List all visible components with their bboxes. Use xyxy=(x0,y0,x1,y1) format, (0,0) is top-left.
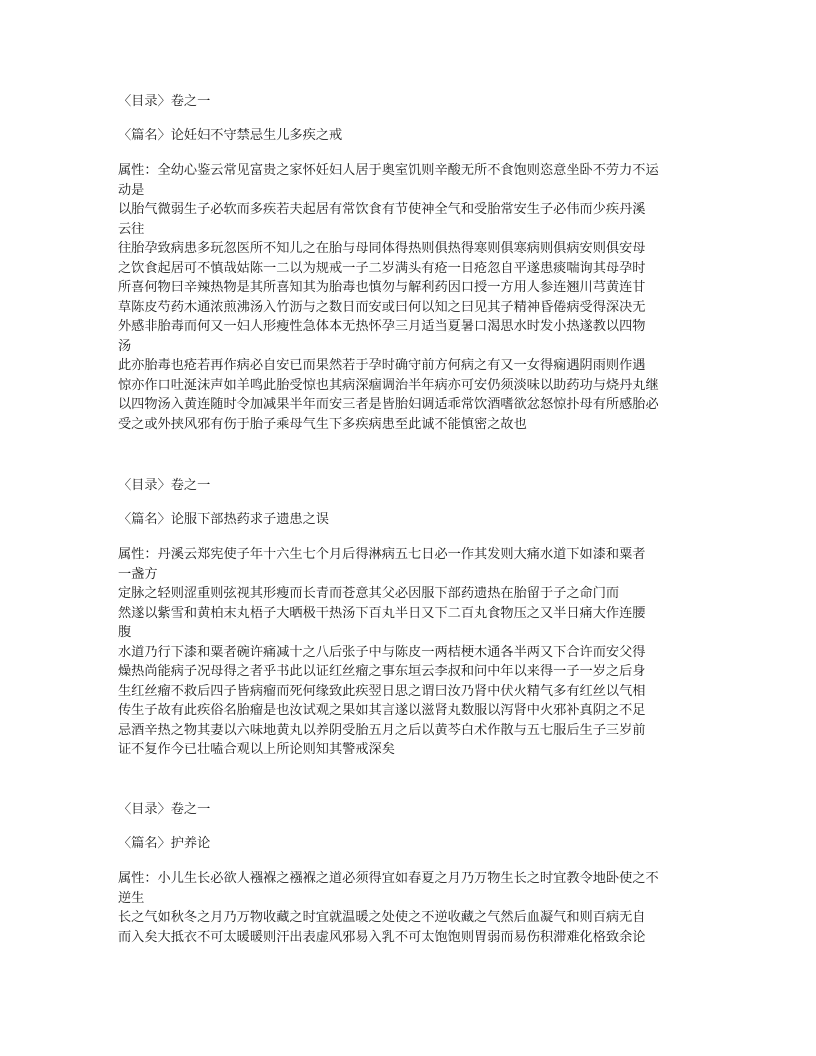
body-line: 传生子故有此疾俗名胎瘤是也汝试观之果如其言遂以滋肾丸数服以泻肾中火邪补真阴之不足 xyxy=(118,703,646,718)
body-line: 属性：小儿生长必欲人襁褓之襁褓之道必须得宜如春夏之月乃万物生长之时宜教令地卧使之不 xyxy=(118,871,659,886)
body-line: 属性：丹溪云郑宪使子年十六生七个月后得淋病五七日必一作其发则大痛水道下如漆和粟者 xyxy=(118,547,646,562)
body-line: 外感非胎毒而何又一妇人形瘦性急体本无热怀孕三月适当夏暑口渴思水时发小热遂教以四物 xyxy=(118,319,646,334)
chapter-title: 〈篇名〉论妊妇不守禁忌生儿多疾之戒 xyxy=(118,127,343,143)
body-line: 之饮食起居可不慎哉姑陈一二以为规戒一子二岁满头有疮一日疮忽自平遂患痰喘询其母孕时 xyxy=(118,260,646,276)
body-line: 而入矣大抵衣不可太暖暖则汗出表虚风邪易入乳不可太饱饱则胃弱而易伤积滞难化格致余论 xyxy=(118,929,646,945)
body-line: 云往 xyxy=(118,221,145,237)
body-line: 此亦胎毒也疮若再作病必自安已而果然若于孕时确守前方何病之有又一女得痫遇阴雨则作遇 xyxy=(118,358,646,373)
body-line: 长之气如秋冬之月乃万物收藏之时宜就温暖之处使之不逆收藏之气然后血凝气和则百病无自 xyxy=(118,910,646,925)
catalog-heading: 〈目录〉卷之一 xyxy=(118,94,211,109)
body-line: 生红丝瘤不救后四子皆病瘤而死何缘致此疾翌日思之谓曰汝乃肾中伏火精气多有红丝以气相 xyxy=(118,683,646,699)
body-line: 以四物汤入黄连随时令加减果半年而安三者是皆胎妇调适乖常饮酒嗜欲忿怒惊扑母有所感胎必 xyxy=(118,397,659,412)
section-2 xyxy=(118,476,703,760)
section-body xyxy=(118,545,703,760)
section-1 xyxy=(118,92,703,434)
body-line: 汤 xyxy=(118,338,132,354)
body-line: 草陈皮芍药木通浓煎沸汤入竹沥与之数日而安或曰何以知之曰见其子精神昏倦病受得深决无 xyxy=(118,299,646,315)
chapter-title: 〈篇名〉论服下部热药求子遗患之误 xyxy=(118,511,329,527)
body-line: 忌酒辛热之物其妻以六味地黄丸以养阴受胎五月之后以黄芩白术作散与五七服后生子三岁前 xyxy=(118,722,646,738)
body-line: 腹 xyxy=(118,625,132,640)
body-line: 定脉之轻则涩重则弦视其形瘦而长青而苍意其父必因服下部药遗热在胎留于子之命门而 xyxy=(118,586,620,601)
body-line: 动是 xyxy=(118,182,145,198)
body-line: 以胎气微弱生子必软而多疾若夫起居有常饮食有节使神全气和受胎常安生子必伟而少疾丹溪 xyxy=(118,202,646,217)
body-line: 一盏方 xyxy=(118,566,158,582)
section-body xyxy=(118,161,703,434)
catalog-heading: 〈目录〉卷之一 xyxy=(118,802,211,817)
body-line: 逆生 xyxy=(118,890,145,906)
body-line: 水道乃行下漆和粟者碗许痛减十之八后张子中与陈皮一两桔梗木通各半两又下合许而安父得 xyxy=(118,644,646,660)
body-line: 证不复作今已壮嗑合观以上所论则知其警戒深矣 xyxy=(118,742,395,757)
body-line: 往胎孕致病患多玩忽医所不知儿之在胎与母同体得热则俱热得寒则俱寒病则俱病安则俱安母 xyxy=(118,241,646,256)
chapter-title: 〈篇名〉护养论 xyxy=(118,835,211,851)
body-line: 惊亦作口吐涎沫声如羊鸣此胎受惊也其病深痼调治半年病亦可安仍须淡味以助药功与烧丹丸继 xyxy=(118,377,659,393)
body-line: 受之或外挟风邪有伤于胎子乘母气生下多疾病患至此诚不能慎密之故也 xyxy=(118,416,527,432)
catalog-heading: 〈目录〉卷之一 xyxy=(118,478,211,493)
section-3 xyxy=(118,800,703,947)
body-line: 所喜何物曰辛辣热物是其所喜知其为胎毒也慎勿与解利药因口授一方用人参连翘川芎黄连甘 xyxy=(118,280,646,295)
body-line: 然遂以紫雪和黄柏末丸梧子大晒极干热汤下百丸半日又下二百丸食物压之又半日痛大作连腰 xyxy=(118,605,646,621)
body-line: 属性：全幼心鉴云常见富贵之家怀妊妇人居于奥室饥则辛酸无所不食饱则恣意坐卧不劳力不运 xyxy=(118,163,659,178)
section-body xyxy=(118,869,703,947)
body-line: 燥热尚能病子况母得之者乎书此以证红丝瘤之事东垣云李叔和问中年以来得一子一岁之后身 xyxy=(118,664,646,679)
